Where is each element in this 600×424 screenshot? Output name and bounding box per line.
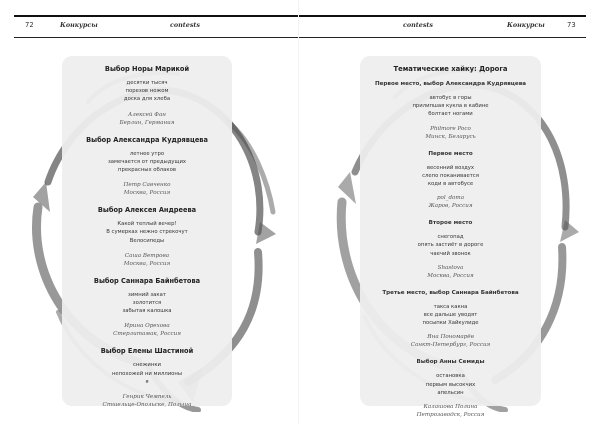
entry xyxy=(360,358,541,419)
author-credit: Ирина Орехова Стерлитамак, Россия xyxy=(113,323,181,338)
haiku-text: автобус в горы прилипшая кукла в кабине болтает ногами xyxy=(412,95,489,118)
entry-heading: Второе место xyxy=(428,220,473,227)
author-credit: Алексей Фан Берлин, Германия xyxy=(119,111,175,126)
author-credit: Генрик Чемпель Стшельце-Опольске, Польша xyxy=(102,394,192,409)
header-top-rule xyxy=(14,15,586,17)
page-title: Тематические хайку: Дорога xyxy=(393,65,508,73)
author-credit: pol_doma Жаров, Россия xyxy=(428,195,473,210)
author-credit: Яна Пономарёв Санкт-Петербург, Россия xyxy=(410,334,491,349)
entry-heading: Выбор Саннарa Байнбетова xyxy=(93,276,201,285)
left-page-panel xyxy=(62,56,232,409)
author-credit: Калашова Полина Петрозаводск, Россия xyxy=(416,404,485,419)
entry xyxy=(360,219,541,280)
entry xyxy=(62,136,232,198)
entry xyxy=(62,347,232,409)
entry xyxy=(360,80,541,141)
entry xyxy=(62,277,232,339)
section-label-right: Конкурсы xyxy=(507,21,545,29)
running-title-right: contests xyxy=(403,21,433,29)
spread-gutter xyxy=(298,0,299,424)
entry-heading: Выбор Елены Шастиной xyxy=(100,347,194,356)
entry xyxy=(360,150,541,211)
haiku-text: десятки тысяч порезов ножом доска для хлеба xyxy=(123,80,171,103)
author-credit: Shastova Москва, Россия xyxy=(427,264,474,279)
entry-heading: Выбор Норы Марикой xyxy=(104,65,190,73)
entry-heading: Первое место xyxy=(428,150,473,157)
entry xyxy=(62,65,232,127)
haiku-text: зимний закат золотится забытая калошка xyxy=(122,291,172,315)
haiku-text: снегопад опять застиёт в дороге чаечий звонок xyxy=(417,234,484,257)
running-title-left: contests xyxy=(170,21,200,29)
header-bottom-rule xyxy=(14,37,586,38)
right-page-panel xyxy=(360,56,541,419)
entry xyxy=(62,206,232,268)
author-credit: Петр Савченко Москва, Россия xyxy=(123,182,171,197)
entry-heading: Выбор Алексея Андреева xyxy=(97,206,197,215)
entry-heading: Выбор Александра Кудрявцева xyxy=(86,135,208,144)
haiku-text: Какой теплый вечер! В сумерках нежно стрекочут Велосипеды xyxy=(106,221,188,244)
haiku-text: такса какна все дальше уводят посыпки Хайкулиде xyxy=(422,303,479,327)
entry-heading: Третье место, выбор Саннарa Байнбетова xyxy=(382,289,519,296)
haiku-text: остановка первым высокчих апельсин xyxy=(425,373,476,396)
author-credit: Саша Ветрова Москва, Россия xyxy=(123,252,171,267)
section-label-left: Конкурсы xyxy=(60,21,98,29)
author-credit: Philmore Poco Минск, Беларусь xyxy=(425,125,476,140)
entry-heading: Выбор Анны Семиды xyxy=(416,359,485,366)
entry-heading: Первое место, выбор Александра Кудрявцева xyxy=(374,81,527,87)
haiku-text: летнее утро замечается от предыдущих прекрасных облаков xyxy=(107,150,187,174)
haiku-text: весенний воздух слепо поканивается коди в автобусе xyxy=(422,164,479,188)
entry xyxy=(360,289,541,350)
page-number-right: 73 xyxy=(567,21,576,29)
haiku-text: снежинки непохожей ни миллионы я xyxy=(111,362,183,385)
page-number-left: 72 xyxy=(25,21,34,29)
